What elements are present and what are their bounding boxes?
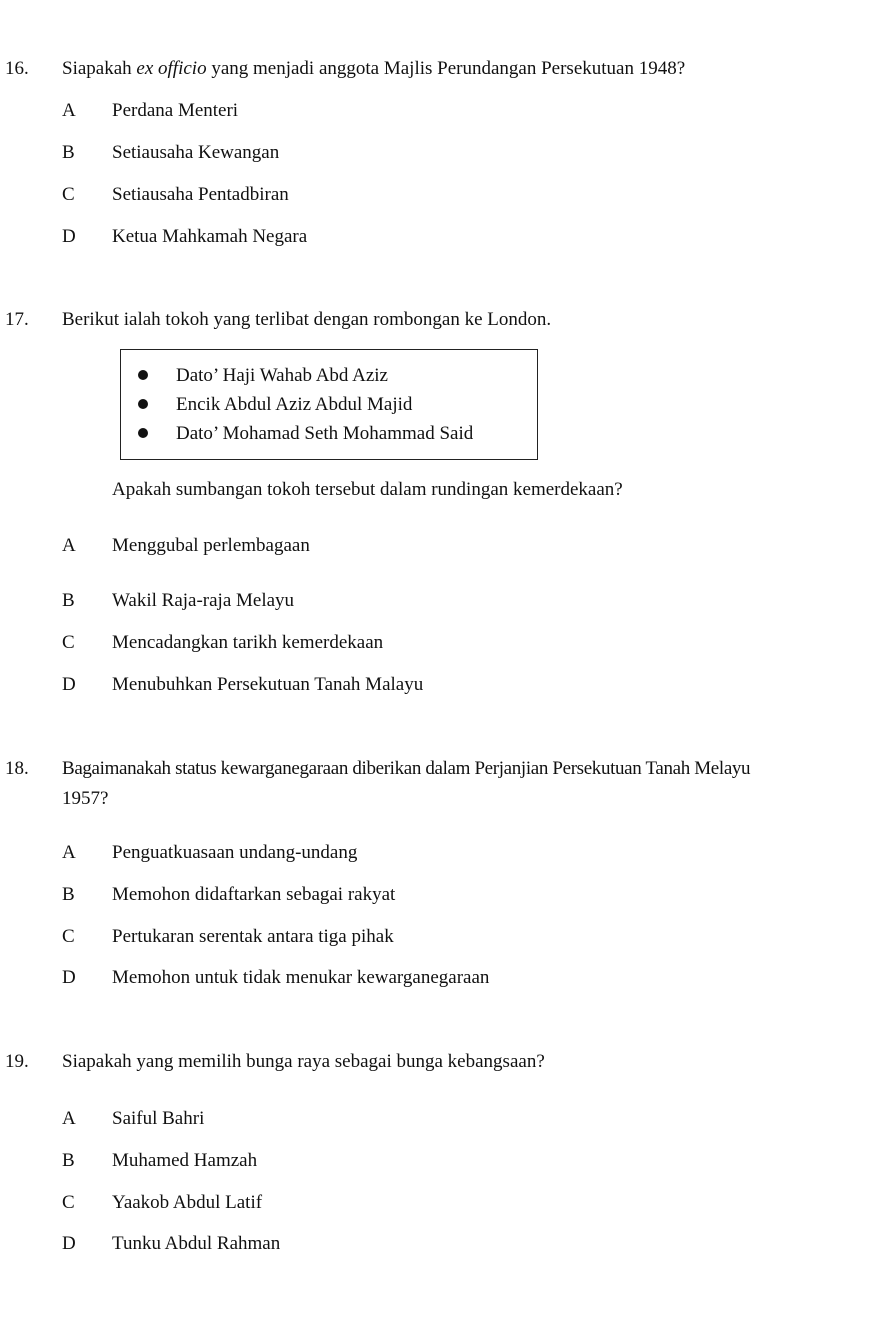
option-letter-a[interactable]: A [62, 842, 76, 863]
option-text-c[interactable]: Setiausaha Pentadbiran [112, 184, 289, 205]
question-text: Siapakah yang memilih bunga raya sebagai bunga kebangsaan? [62, 1051, 545, 1072]
question-number: 18. [5, 758, 29, 779]
bullet-icon [138, 399, 148, 409]
option-text-b[interactable]: Setiausaha Kewangan [112, 142, 280, 163]
option-text-a[interactable]: Saiful Bahri [112, 1108, 205, 1129]
option-text-b[interactable]: Memohon didaftarkan sebagai rakyat [112, 884, 396, 905]
stimulus-item: Dato’ Haji Wahab Abd Aziz [176, 365, 388, 386]
option-text-a[interactable]: Perdana Menteri [112, 100, 239, 121]
option-text-b[interactable]: Wakil Raja-raja Melayu [112, 590, 295, 611]
question-number: 17. [5, 309, 29, 330]
question-text: Berikut ialah tokoh yang terlibat dengan rombongan ke London. [62, 309, 552, 330]
option-text-a[interactable]: Menggubal perlembagaan [112, 535, 310, 556]
question-text-italic: ex officio [136, 58, 207, 79]
question-text-continued: 1957? [62, 788, 109, 809]
question-text: Bagaimanakah status kewarganegaraan diberikan dalam Perjanjian Persekutuan Tanah Melayu [62, 758, 751, 779]
option-text-c[interactable]: Pertukaran serentak antara tiga pihak [112, 926, 394, 947]
option-letter-a[interactable]: A [62, 100, 76, 121]
option-letter-b[interactable]: B [62, 1150, 75, 1171]
sub-question-text: Apakah sumbangan tokoh tersebut dalam rundingan kemerdekaan? [112, 479, 623, 500]
option-letter-b[interactable]: B [62, 884, 75, 905]
option-letter-c[interactable]: C [62, 632, 75, 653]
option-letter-d[interactable]: D [62, 1233, 76, 1254]
option-text-d[interactable]: Menubuhkan Persekutuan Tanah Malayu [112, 674, 424, 695]
option-text-b[interactable]: Muhamed Hamzah [112, 1150, 258, 1171]
option-letter-b[interactable]: B [62, 590, 75, 611]
option-letter-c[interactable]: C [62, 184, 75, 205]
option-letter-d[interactable]: D [62, 967, 76, 988]
option-letter-a[interactable]: A [62, 1108, 76, 1129]
option-text-d[interactable]: Ketua Mahkamah Negara [112, 226, 308, 247]
option-letter-b[interactable]: B [62, 142, 75, 163]
option-text-d[interactable]: Tunku Abdul Rahman [112, 1233, 281, 1254]
option-text-d[interactable]: Memohon untuk tidak menukar kewarganegaraan [112, 967, 490, 988]
option-letter-d[interactable]: D [62, 226, 76, 247]
question-text-part: Siapakah [62, 58, 137, 79]
question-text-part: yang menjadi anggota Majlis Perundangan Persekutuan 1948? [206, 58, 686, 79]
option-letter-a[interactable]: A [62, 535, 76, 556]
question-number: 19. [5, 1051, 29, 1072]
stimulus-item: Dato’ Mohamad Seth Mohammad Said [176, 423, 474, 444]
bullet-icon [138, 370, 148, 380]
option-letter-c[interactable]: C [62, 1192, 75, 1213]
option-text-c[interactable]: Mencadangkan tarikh kemerdekaan [112, 632, 384, 653]
option-text-a[interactable]: Penguatkuasaan undang-undang [112, 842, 358, 863]
question-text [62, 58, 685, 80]
question-number: 16. [5, 58, 29, 79]
stimulus-item: Encik Abdul Aziz Abdul Majid [176, 394, 413, 415]
option-text-c[interactable]: Yaakob Abdul Latif [112, 1192, 263, 1213]
option-letter-c[interactable]: C [62, 926, 75, 947]
bullet-icon [138, 428, 148, 438]
option-letter-d[interactable]: D [62, 674, 76, 695]
